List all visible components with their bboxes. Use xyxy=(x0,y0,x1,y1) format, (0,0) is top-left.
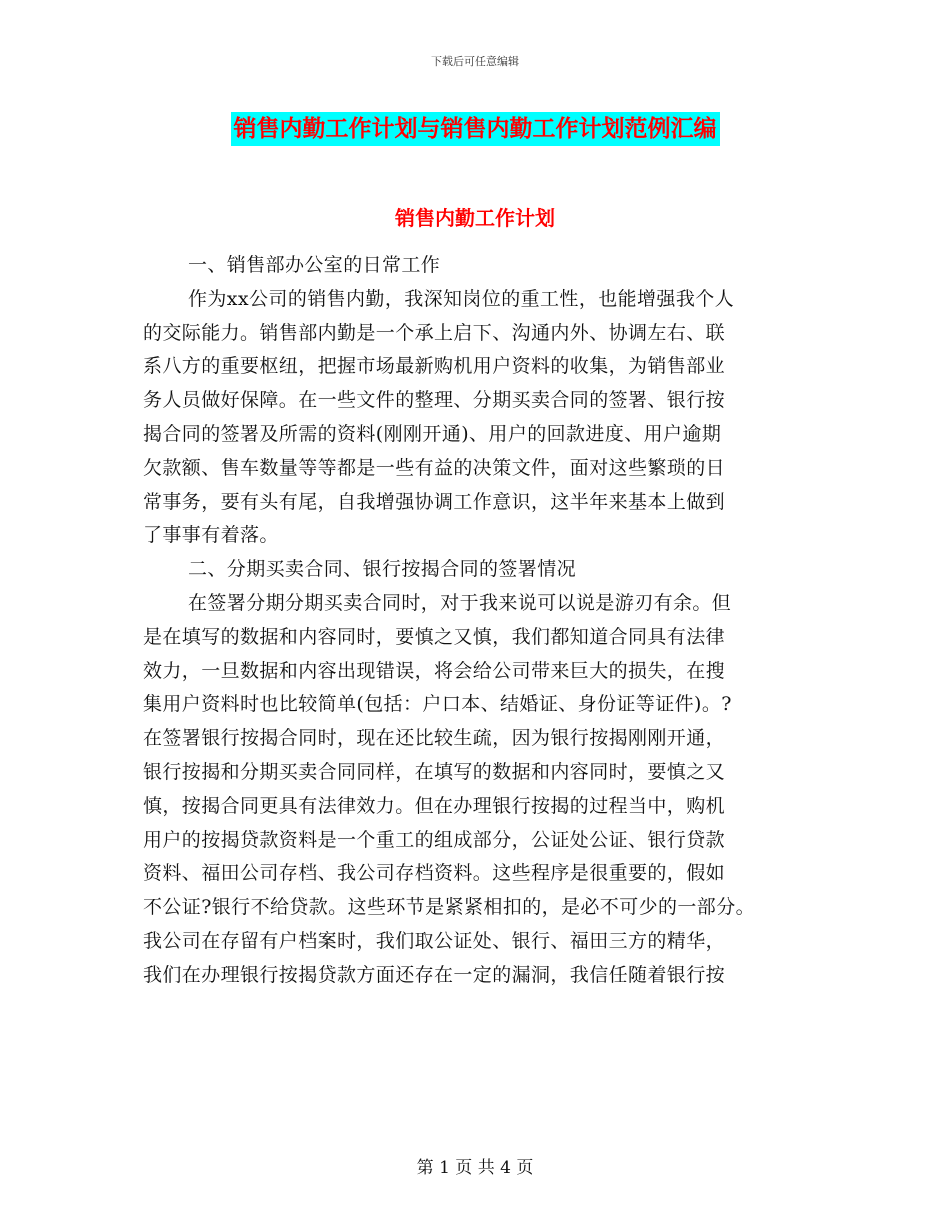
paragraph-line: 在签署分期分期买卖合同时，对于我来说可以说是游刃有余。但 xyxy=(188,591,732,614)
section-heading: 二、分期买卖合同、银行按揭合同的签署情况 xyxy=(188,558,577,581)
page-header-note: 下载后可任意编辑 xyxy=(431,55,519,68)
title-block xyxy=(0,112,950,146)
paragraph-line: 常事务，要有头有尾，自我增强协调工作意识，这半年来基本上做到 xyxy=(143,490,726,513)
paragraph-line: 不公证?银行不给贷款。这些环节是紧紧相扣的，是必不可少的一部分。 xyxy=(143,896,755,919)
paragraph-line: 了事事有着落。 xyxy=(143,524,279,547)
paragraph-line: 银行按揭和分期买卖合同同样，在填写的数据和内容同时，要慎之又 xyxy=(143,760,726,783)
paragraph-line: 系八方的重要枢纽，把握市场最新购机用户资料的收集，为销售部业 xyxy=(143,355,726,378)
paragraph-line: 作为xx公司的销售内勤，我深知岗位的重工性，也能增强我个人 xyxy=(188,287,735,310)
paragraph-line: 用户的按揭贷款资料是一个重工的组成部分，公证处公证、银行贷款 xyxy=(143,828,726,851)
paragraph-line: 效力，一旦数据和内容出现错误，将会给公司带来巨大的损失，在搜 xyxy=(143,659,726,682)
paragraph-line: 是在填写的数据和内容同时，要慎之又慎，我们都知道合同具有法律 xyxy=(143,625,726,648)
paragraph-line: 的交际能力。销售部内勤是一个承上启下、沟通内外、协调左右、联 xyxy=(143,321,726,344)
paragraph-line: 我们在办理银行按揭贷款方面还存在一定的漏洞，我信任随着银行按 xyxy=(143,963,726,986)
section-title: 销售内勤工作计划 xyxy=(395,206,555,230)
paragraph-line: 慎，按揭合同更具有法律效力。但在办理银行按揭的过程当中，购机 xyxy=(143,794,726,817)
paragraph-line: 欠款额、售车数量等等都是一些有益的决策文件，面对这些繁琐的日 xyxy=(143,456,726,479)
paragraph-line: 集用户资料时也比较简单(包括：户口本、结婚证、身份证等证件)。? xyxy=(143,693,732,716)
section-heading: 一、销售部办公室的日常工作 xyxy=(188,254,441,276)
page-number: 第 1 页 共 4 页 xyxy=(416,1158,534,1178)
paragraph-line: 资料、福田公司存档、我公司存档资料。这些程序是很重要的，假如 xyxy=(143,862,726,885)
document-body xyxy=(143,249,823,993)
paragraph-line: 务人员做好保障。在一些文件的整理、分期买卖合同的签署、银行按 xyxy=(143,389,726,412)
paragraph-line: 我公司在存留有户档案时，我们取公证处、银行、福田三方的精华， xyxy=(143,929,726,952)
paragraph-line: 揭合同的签署及所需的资料(刚刚开通)、用户的回款进度、用户逾期 xyxy=(143,422,722,445)
document-title: 销售内勤工作计划与销售内勤工作计划范例汇编 xyxy=(231,112,720,146)
paragraph-line: 在签署银行按揭合同时，现在还比较生疏，因为银行按揭刚刚开通， xyxy=(143,727,726,750)
